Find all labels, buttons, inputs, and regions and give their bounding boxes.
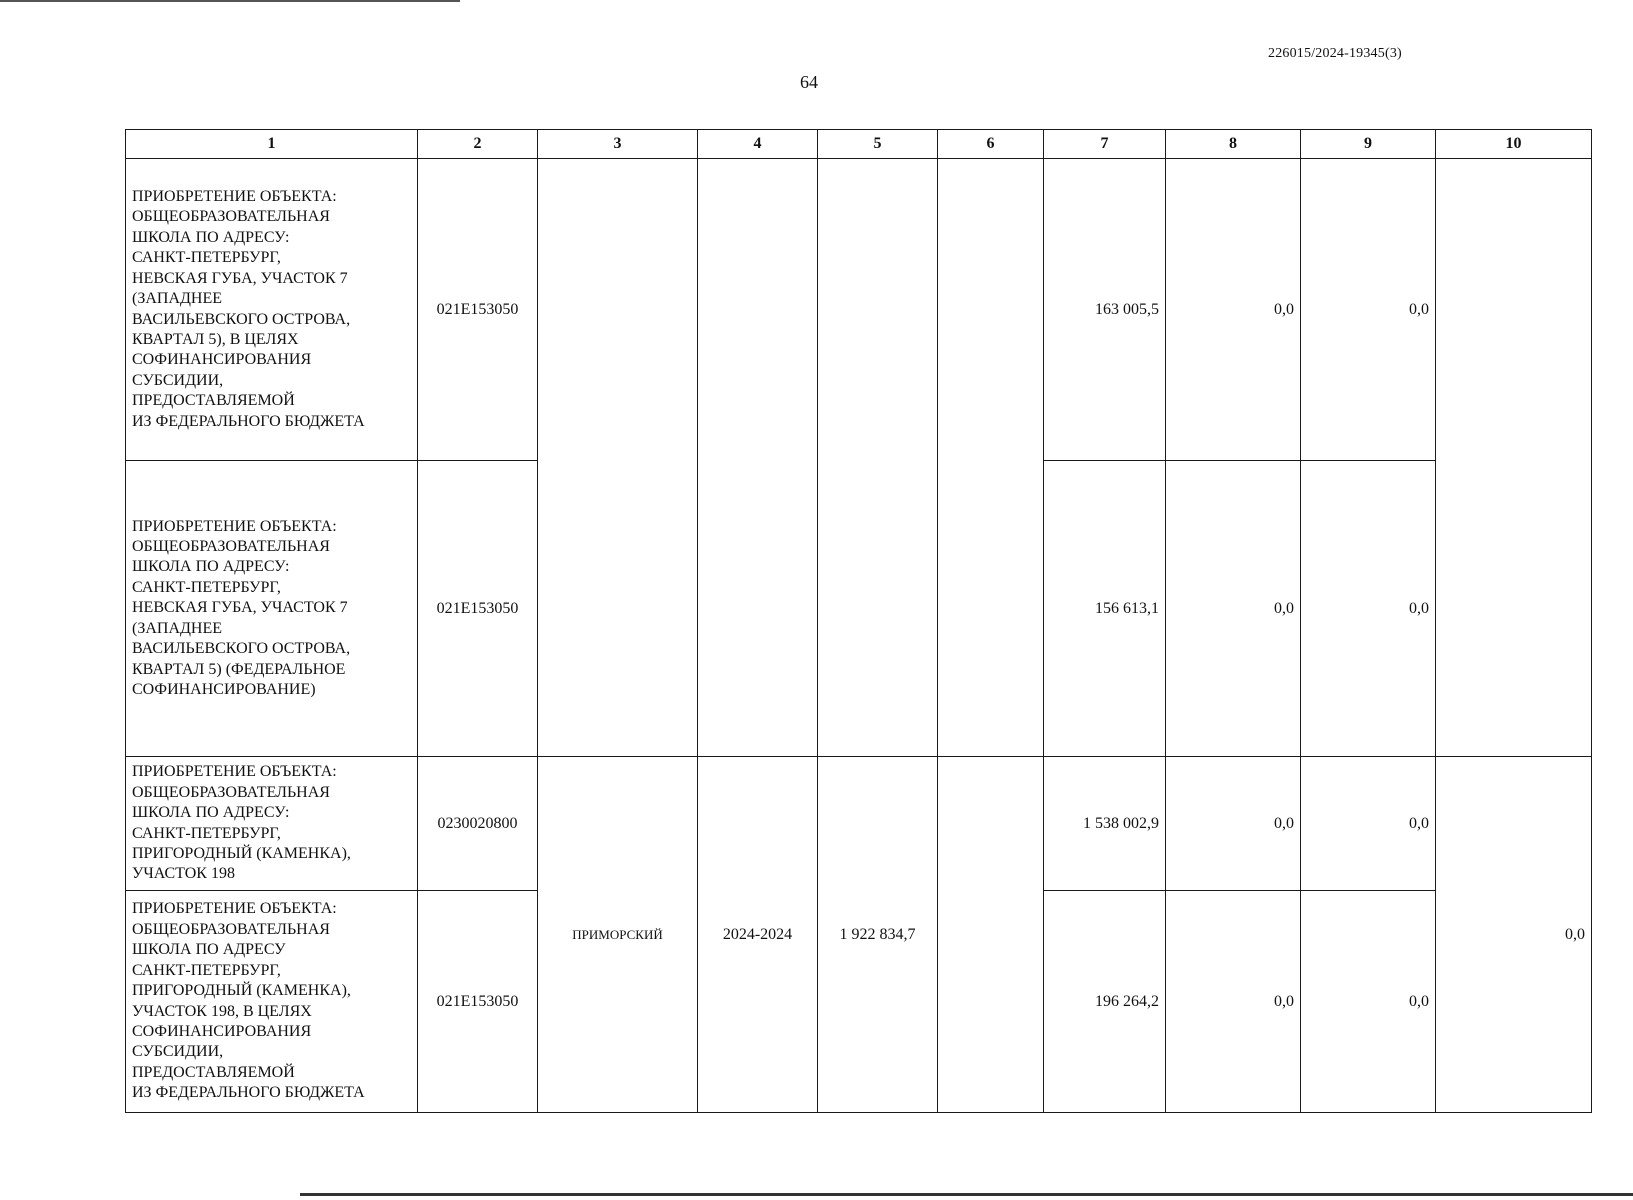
data-table (125, 129, 1592, 1113)
budget-code-cell: 021E153050 (418, 159, 538, 461)
total-cell: 1 922 834,7 (818, 757, 938, 1113)
header-cell: 4 (698, 130, 818, 159)
amount-cell: 0,0 (1301, 757, 1436, 891)
scan-edge-top (0, 0, 460, 2)
amount-cell: 0,0 (1166, 757, 1301, 891)
amount-cell: 196 264,2 (1044, 891, 1166, 1113)
amount-cell: 1 538 002,9 (1044, 757, 1166, 891)
header-cell: 1 (126, 130, 418, 159)
amount-cell: 0,0 (1166, 461, 1301, 757)
amount-cell: 0,0 (1166, 159, 1301, 461)
amount-cell: 0,0 (1301, 159, 1436, 461)
empty-cell (818, 159, 938, 757)
amount-cell: 0,0 (1166, 891, 1301, 1113)
object-name-cell: ПРИОБРЕТЕНИЕ ОБЪЕКТА: ОБЩЕОБРАЗОВАТЕЛЬНАЯ ШКОЛА ПО АДРЕСУ: САНКТ-ПЕТЕРБУРГ, НЕВСКАЯ ГУБА, УЧАСТОК 7 (ЗАПАДНЕЕ ВАСИЛЬЕВСКОГО ОСТРОВА, КВАРТАЛ 5) (ФЕДЕРАЛЬНОЕ СОФИНАНСИРОВАНИЕ) (126, 461, 418, 757)
header-cell: 10 (1436, 130, 1592, 159)
header-cell: 6 (938, 130, 1044, 159)
header-cell: 2 (418, 130, 538, 159)
header-row (126, 130, 1592, 159)
header-cell: 9 (1301, 130, 1436, 159)
budget-code-cell: 021E153050 (418, 891, 538, 1113)
budget-code-cell: 021E153050 (418, 461, 538, 757)
object-name-cell: ПРИОБРЕТЕНИЕ ОБЪЕКТА: ОБЩЕОБРАЗОВАТЕЛЬНАЯ ШКОЛА ПО АДРЕСУ САНКТ-ПЕТЕРБУРГ, ПРИГОРОДНЫЙ (КАМЕНКА), УЧАСТОК 198, В ЦЕЛЯХ СОФИНАНСИРОВАНИЯ СУБСИДИИ, ПРЕДОСТАВЛЯЕМОЙ ИЗ ФЕДЕРАЛЬНОГО БЮДЖЕТА (126, 891, 418, 1113)
amount-cell: 0,0 (1301, 891, 1436, 1113)
object-name-cell: ПРИОБРЕТЕНИЕ ОБЪЕКТА: ОБЩЕОБРАЗОВАТЕЛЬНАЯ ШКОЛА ПО АДРЕСУ: САНКТ-ПЕТЕРБУРГ, ПРИГОРОДНЫЙ (КАМЕНКА), УЧАСТОК 198 (126, 757, 418, 891)
header-cell: 7 (1044, 130, 1166, 159)
amount-cell: 163 005,5 (1044, 159, 1166, 461)
empty-cell (938, 757, 1044, 1113)
empty-cell (698, 159, 818, 757)
district-cell: ПРИМОРСКИЙ (538, 757, 698, 1113)
document-id: 226015/2024-19345(3) (1268, 46, 1402, 61)
table-row (126, 159, 1592, 461)
header-cell: 3 (538, 130, 698, 159)
amount-cell: 0,0 (1301, 461, 1436, 757)
amount-cell: 156 613,1 (1044, 461, 1166, 757)
amount-cell: 0,0 (1436, 757, 1592, 1113)
page-number: 64 (800, 72, 818, 92)
budget-code-cell: 0230020800 (418, 757, 538, 891)
header-cell: 5 (818, 130, 938, 159)
scan-edge-bottom (300, 1193, 1633, 1196)
empty-cell (1436, 159, 1592, 757)
object-name-cell: ПРИОБРЕТЕНИЕ ОБЪЕКТА: ОБЩЕОБРАЗОВАТЕЛЬНАЯ ШКОЛА ПО АДРЕСУ: САНКТ-ПЕТЕРБУРГ, НЕВСКАЯ ГУБА, УЧАСТОК 7 (ЗАПАДНЕЕ ВАСИЛЬЕВСКОГО ОСТРОВА, КВАРТАЛ 5), В ЦЕЛЯХ СОФИНАНСИРОВАНИЯ СУБСИДИИ, ПРЕДОСТАВЛЯЕМОЙ ИЗ ФЕДЕРАЛЬНОГО БЮДЖЕТА (126, 159, 418, 461)
header-cell: 8 (1166, 130, 1301, 159)
table-row (126, 757, 1592, 891)
years-cell: 2024-2024 (698, 757, 818, 1113)
empty-cell (938, 159, 1044, 757)
empty-cell (538, 159, 698, 757)
